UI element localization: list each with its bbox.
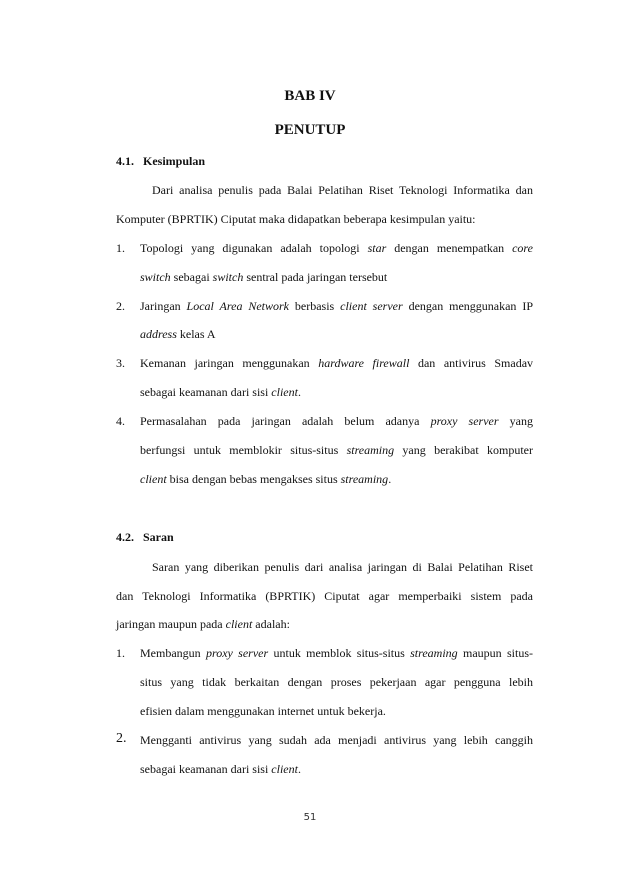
list-number: 3.	[116, 356, 125, 370]
list-item-line: efisien dalam menggunakan internet untuk bekerja.	[140, 704, 386, 718]
paragraph-line: Saran yang diberikan penulis dari analisa jaringan di Balai Pelatihan Riset	[152, 560, 533, 574]
paragraph-line: dan Teknologi Informatika (BPRTIK) Ciputat agar memperbaiki sistem pada	[116, 589, 533, 603]
list-number: 1.	[116, 241, 125, 255]
list-item-line: client bisa dengan bebas mengakses situs streaming.	[140, 472, 392, 486]
list-number: 2.	[116, 731, 127, 746]
paragraph-line: Dari analisa penulis pada Balai Pelatihan Riset Teknologi Informatika dan	[152, 183, 533, 197]
list-item-line: Topologi yang digunakan adalah topologi star dengan menempatkan core	[140, 241, 533, 255]
page-number: 51	[303, 812, 317, 823]
list-number: 4.	[116, 414, 125, 428]
list-item-line: sebagai keamanan dari sisi client.	[140, 762, 301, 776]
section-heading-saran: 4.2. Saran	[116, 530, 174, 544]
list-item-line: switch sebagai switch sentral pada jaringan tersebut	[140, 270, 388, 284]
list-item-line: Membangun proxy server untuk memblok situs-situs streaming maupun situs-	[140, 646, 533, 660]
list-item-line: berfungsi untuk memblokir situs-situs streaming yang berakibat komputer	[140, 443, 534, 457]
list-item-line: Kemanan jaringan menggunakan hardware firewall dan antivirus Smadav	[140, 356, 534, 370]
section-heading-kesimpulan: 4.1. Kesimpulan	[116, 154, 206, 168]
list-item-line: situs yang tidak berkaitan dengan proses pekerjaan agar pengguna lebih	[140, 675, 533, 689]
chapter-subtitle: PENUTUP	[274, 122, 346, 138]
list-item-line: address kelas A	[140, 327, 216, 341]
paragraph-line: Komputer (BPRTIK) Ciputat maka didapatkan beberapa kesimpulan yaitu:	[116, 212, 476, 226]
list-item-line: sebagai keamanan dari sisi client.	[140, 385, 301, 399]
list-item-line: Permasalahan pada jaringan adalah belum adanya proxy server yang	[140, 414, 533, 428]
list-number: 2.	[116, 299, 125, 313]
list-number: 1.	[116, 646, 125, 660]
list-item-line: Jaringan Local Area Network berbasis client server dengan menggunakan IP	[140, 299, 533, 313]
chapter-title: BAB IV	[284, 88, 336, 104]
list-item-line: Mengganti antivirus yang sudah ada menjadi antivirus yang lebih canggih	[140, 733, 533, 747]
paragraph-line: jaringan maupun pada client adalah:	[116, 617, 290, 631]
